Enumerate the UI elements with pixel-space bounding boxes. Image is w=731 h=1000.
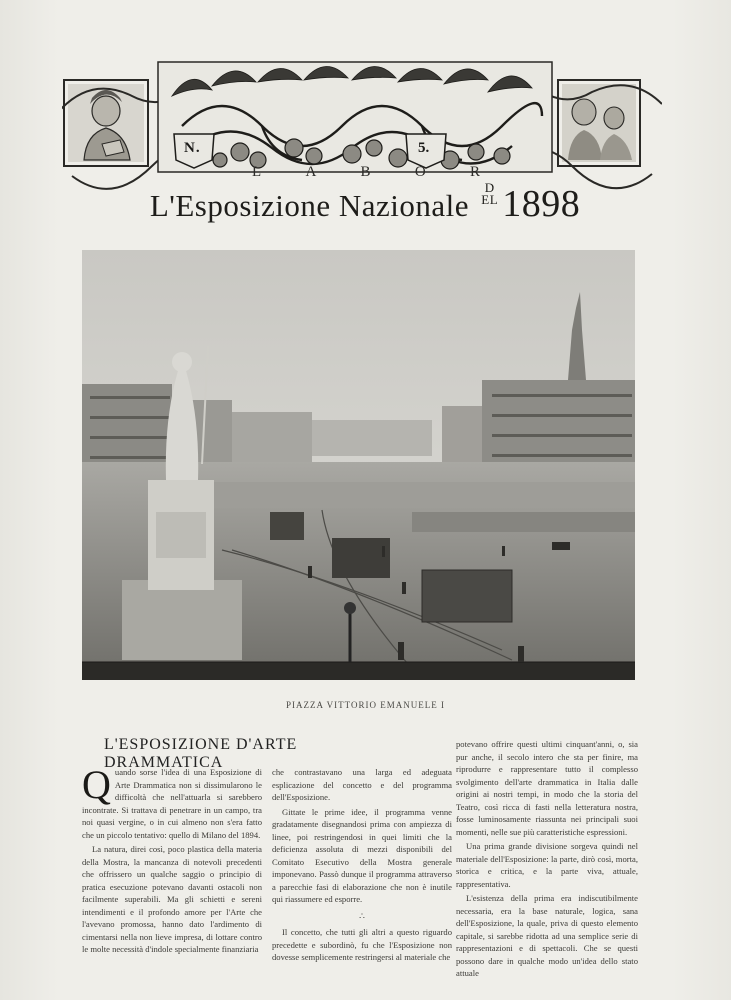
title-del: [481, 182, 498, 206]
paragraph: che contrastavano una larga ed adeguata esplicazione del concetto e del programma dell'Esposizione.: [272, 767, 452, 802]
paragraph: [82, 762, 262, 841]
drop-cap: Q: [82, 762, 111, 807]
labor-letter: R: [469, 164, 482, 180]
page-title: [95, 182, 635, 226]
issue-number-value: 5.: [418, 140, 430, 156]
photo-illustration: [82, 250, 635, 680]
paragraph: La natura, direi così, poco plastica della materia della Mostra, la mancanza di notevoli precedenti che offrissero un qualche saggio o principio di pratica esecuzione potevano davanti ostacoli non facilmente superabili. Ma gli schietti e sereni intendimenti e il profondo amore per l'Arte che l'avevano promossa, hanno dato l'ardimento di cimentarsi nella non lieve impresa, di lottare contro le molte necessità d'indole specialmente finanziaria: [82, 844, 262, 954]
text-column-1: [82, 762, 262, 958]
photo-piazza: [82, 250, 635, 680]
paragraph: Gittate le prime idee, il programma venne gradatamente disegnandosi prima con ampiezza di linee, poi restringendosi in quei limiti che la deficienza assoluta di mezzi disponibili del Comitato Esecutivo della Mostra generale imponevano. Passò dunque il programma attraverso a parecchie fasi di elaborazione che non è inutile qui riassumere ed esporre.: [272, 806, 452, 904]
paragraph-text: uando sorse l'idea di una Esposizione di Arte Drammatica non si dissimularono le difficoltà che nell'attuarla si sarebbero incontrate. Si trattava di penetrare in un campo, tra noi quasi vergine, o in cui almeno non s'era fatto che un piccolo tentativo: quello di Milano del 1894.: [82, 767, 262, 840]
article-heading: L'ESPOSIZIONE D'ARTE DRAMMATICA: [104, 736, 298, 771]
labor-letter: O: [414, 164, 428, 180]
photo-caption: PIAZZA VITTORIO EMANUELE I: [286, 700, 445, 710]
labor-letter: B: [360, 164, 373, 180]
title-text: L'Esposizione Nazionale: [149, 188, 470, 223]
title-del-bottom: EL: [481, 192, 499, 207]
text-column-2: [272, 766, 452, 966]
labor-wordmark: [252, 164, 482, 181]
paragraph: L'esistenza della prima era indiscutibilmente necessaria, era la base naturale, logica, sana dell'Esposizione, la quale, priva di questo elemento capitale, si sarebbe ridotta ad una semplice serie di rappresentazioni e di spettacoli. Che se questi possono dare in qualche modo un'idea dello stato attuale: [456, 893, 638, 978]
issue-number-label: N.: [184, 140, 201, 156]
title-del-top: D: [484, 180, 495, 195]
section-separator: ∴: [359, 910, 365, 921]
paragraph: potevano offrire questi ultimi cinquant'anni, o, sia pur anche, il secolo intero che sta per finire, ma riprodurre e rappresentare tutto il complesso svolgimento dell'arte drammatica in Italia dalle origini ai nostri tempi, in modo che la storia del Teatro, così ricca di fasti nella letteratura nostra, fosse luminosamente riassunta nei principali suoi momenti, nelle sue più caratteristiche espressioni.: [456, 739, 638, 837]
labor-letter: L: [252, 164, 264, 180]
paragraph: Una prima grande divisione sorgeva quindi nel materiale dell'Esposizione: la parte, dirò così, morta, storica e critica, e la parte viva, attuale, rappresentativa.: [456, 841, 638, 889]
labor-letter: A: [305, 164, 319, 180]
paragraph: Il concetto, che tutti gli altri a questo riguardo precedette e subordinò, fu che l'Esposizione non dovesse semplicemente restringersi al materiale che: [272, 927, 452, 962]
text-column-3: [456, 738, 638, 982]
title-year: 1898: [502, 183, 581, 225]
